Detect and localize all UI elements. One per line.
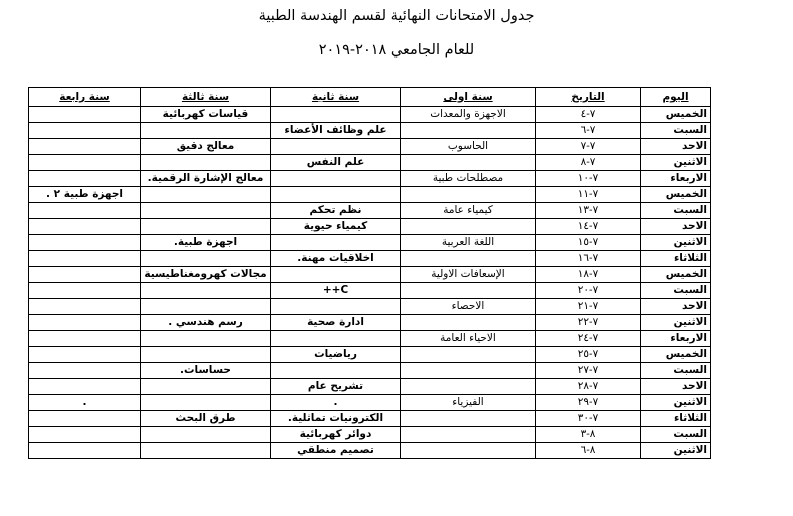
year-3-cell	[141, 155, 271, 171]
header-date: التاريخ	[536, 88, 641, 107]
year-3-cell	[141, 427, 271, 443]
year-3-cell: مجالات كهرومغناطيسية	[141, 267, 271, 283]
table-row	[29, 331, 711, 347]
year-4-cell	[29, 123, 141, 139]
year-1-cell	[401, 443, 536, 459]
year-3-cell	[141, 283, 271, 299]
table-row	[29, 107, 711, 123]
year-2-cell	[271, 299, 401, 315]
table-row	[29, 203, 711, 219]
year-1-cell	[401, 411, 536, 427]
day-cell: الخميس	[641, 107, 711, 123]
year-1-cell	[401, 315, 536, 331]
year-2-cell	[271, 187, 401, 203]
year-2-cell	[271, 171, 401, 187]
year-4-cell	[29, 331, 141, 347]
day-cell: الاثنين	[641, 155, 711, 171]
year-2-cell: اخلاقيات مهنة.	[271, 251, 401, 267]
day-cell: الخميس	[641, 187, 711, 203]
year-1-cell: اللغة العربية	[401, 235, 536, 251]
date-cell: ٧-٨	[536, 155, 641, 171]
year-4-cell	[29, 203, 141, 219]
day-cell: الاحد	[641, 379, 711, 395]
table-row	[29, 315, 711, 331]
year-4-cell	[29, 219, 141, 235]
day-cell: الخميس	[641, 267, 711, 283]
header-year-2: سنة ثانية	[271, 88, 401, 107]
date-cell: ٧-٢٢	[536, 315, 641, 331]
year-1-cell	[401, 347, 536, 363]
day-cell: السبت	[641, 123, 711, 139]
day-cell: الاحد	[641, 219, 711, 235]
day-cell: الاثنين	[641, 235, 711, 251]
year-4-cell: اجهزة طبية ٢ .	[29, 187, 141, 203]
year-3-cell	[141, 123, 271, 139]
year-1-cell: الحاسوب	[401, 139, 536, 155]
day-cell: الاربعاء	[641, 171, 711, 187]
year-3-cell	[141, 203, 271, 219]
year-3-cell: قياسات كهربائية	[141, 107, 271, 123]
year-3-cell: رسم هندسي .	[141, 315, 271, 331]
day-cell: الثلاثاء	[641, 251, 711, 267]
date-cell: ٧-٧	[536, 139, 641, 155]
year-1-cell: الفيزياء	[401, 395, 536, 411]
table-row	[29, 395, 711, 411]
date-cell: ٧-٣٠	[536, 411, 641, 427]
date-cell: ٧-٢٤	[536, 331, 641, 347]
table-row	[29, 235, 711, 251]
year-3-cell	[141, 443, 271, 459]
year-1-cell: الاجهزة والمعدات	[401, 107, 536, 123]
year-1-cell: الاحصاء	[401, 299, 536, 315]
year-2-cell: .	[271, 395, 401, 411]
year-2-cell	[271, 107, 401, 123]
year-1-cell	[401, 155, 536, 171]
date-cell: ٧-٢٨	[536, 379, 641, 395]
table-row	[29, 427, 711, 443]
table-row	[29, 139, 711, 155]
day-cell: السبت	[641, 427, 711, 443]
header-year-3: سنة ثالثة	[141, 88, 271, 107]
year-2-cell: كيمياء حيوية	[271, 219, 401, 235]
year-1-cell	[401, 427, 536, 443]
day-cell: الاحد	[641, 299, 711, 315]
date-cell: ٧-٦	[536, 123, 641, 139]
year-4-cell	[29, 283, 141, 299]
year-2-cell	[271, 139, 401, 155]
year-4-cell	[29, 171, 141, 187]
header-year-1: سنة اولى	[401, 88, 536, 107]
header-year-4: سنة رابعة	[29, 88, 141, 107]
document-subtitle: للعام الجامعي ٢٠١٨-٢٠١٩	[318, 42, 475, 58]
date-cell: ٧-٢٧	[536, 363, 641, 379]
year-2-cell: علم النفس	[271, 155, 401, 171]
year-3-cell	[141, 251, 271, 267]
table-row	[29, 299, 711, 315]
year-2-cell: نظم تحكم	[271, 203, 401, 219]
year-4-cell	[29, 411, 141, 427]
year-2-cell	[271, 363, 401, 379]
exam-schedule-table	[28, 87, 711, 459]
year-2-cell: علم وظائف الأعضاء	[271, 123, 401, 139]
year-4-cell	[29, 347, 141, 363]
year-1-cell	[401, 251, 536, 267]
year-1-cell: كيمياء عامة	[401, 203, 536, 219]
year-2-cell: دوائر كهربائية	[271, 427, 401, 443]
date-cell: ٧-١٣	[536, 203, 641, 219]
day-cell: الاثنين	[641, 443, 711, 459]
table-row	[29, 155, 711, 171]
document-title: جدول الامتحانات النهائية لقسم الهندسة الطبية	[258, 8, 535, 24]
day-cell: السبت	[641, 283, 711, 299]
year-4-cell	[29, 299, 141, 315]
year-4-cell	[29, 251, 141, 267]
day-cell: الاربعاء	[641, 331, 711, 347]
date-cell: ٨-٣	[536, 427, 641, 443]
year-1-cell	[401, 283, 536, 299]
day-cell: السبت	[641, 363, 711, 379]
date-cell: ٧-٢١	[536, 299, 641, 315]
table-row	[29, 443, 711, 459]
year-1-cell	[401, 363, 536, 379]
date-cell: ٧-١١	[536, 187, 641, 203]
year-4-cell	[29, 443, 141, 459]
day-cell: السبت	[641, 203, 711, 219]
year-2-cell: تصميم منطقي	[271, 443, 401, 459]
day-cell: الاثنين	[641, 315, 711, 331]
header-row	[29, 88, 711, 107]
year-4-cell	[29, 315, 141, 331]
year-2-cell	[271, 267, 401, 283]
year-3-cell	[141, 379, 271, 395]
year-3-cell	[141, 299, 271, 315]
year-1-cell	[401, 219, 536, 235]
year-2-cell: تشريح عام	[271, 379, 401, 395]
date-cell: ٧-١٥	[536, 235, 641, 251]
table-row	[29, 267, 711, 283]
table-row	[29, 171, 711, 187]
table-row	[29, 379, 711, 395]
table-row	[29, 123, 711, 139]
date-cell: ٧-١٦	[536, 251, 641, 267]
table-row	[29, 411, 711, 427]
year-1-cell: الإسعافات الاولية	[401, 267, 536, 283]
table-row	[29, 347, 711, 363]
year-2-cell: ادارة صحية	[271, 315, 401, 331]
year-3-cell	[141, 331, 271, 347]
year-4-cell	[29, 363, 141, 379]
date-cell: ٧-١٤	[536, 219, 641, 235]
date-cell: ٧-٢٥	[536, 347, 641, 363]
year-2-cell	[271, 331, 401, 347]
table-row	[29, 283, 711, 299]
year-1-cell	[401, 379, 536, 395]
year-2-cell: C++	[271, 283, 401, 299]
year-3-cell	[141, 395, 271, 411]
year-3-cell: حساسات.	[141, 363, 271, 379]
year-4-cell	[29, 235, 141, 251]
table-row	[29, 187, 711, 203]
header-day: اليوم	[641, 88, 711, 107]
year-3-cell: معالج الإشارة الرقمية.	[141, 171, 271, 187]
year-4-cell	[29, 155, 141, 171]
year-3-cell: معالج دقيق	[141, 139, 271, 155]
date-cell: ٧-١٨	[536, 267, 641, 283]
year-3-cell	[141, 219, 271, 235]
day-cell: الاثنين	[641, 395, 711, 411]
year-4-cell	[29, 427, 141, 443]
year-1-cell: الاحياء العامة	[401, 331, 536, 347]
year-2-cell: الكترونيات تماثلية.	[271, 411, 401, 427]
table-row	[29, 363, 711, 379]
year-4-cell	[29, 107, 141, 123]
date-cell: ٧-٤	[536, 107, 641, 123]
year-3-cell	[141, 347, 271, 363]
year-3-cell	[141, 187, 271, 203]
date-cell: ٨-٦	[536, 443, 641, 459]
day-cell: الخميس	[641, 347, 711, 363]
year-4-cell	[29, 267, 141, 283]
year-4-cell: .	[29, 395, 141, 411]
date-cell: ٧-٢٠	[536, 283, 641, 299]
date-cell: ٧-٢٩	[536, 395, 641, 411]
table-row	[29, 219, 711, 235]
year-4-cell	[29, 379, 141, 395]
day-cell: الاحد	[641, 139, 711, 155]
year-4-cell	[29, 139, 141, 155]
table-row	[29, 251, 711, 267]
date-cell: ٧-١٠	[536, 171, 641, 187]
year-2-cell: رياضيات	[271, 347, 401, 363]
year-3-cell: اجهزة طبية.	[141, 235, 271, 251]
year-1-cell	[401, 123, 536, 139]
year-3-cell: طرق البحث	[141, 411, 271, 427]
year-1-cell	[401, 187, 536, 203]
year-2-cell	[271, 235, 401, 251]
day-cell: الثلاثاء	[641, 411, 711, 427]
year-1-cell: مصطلحات طبية	[401, 171, 536, 187]
